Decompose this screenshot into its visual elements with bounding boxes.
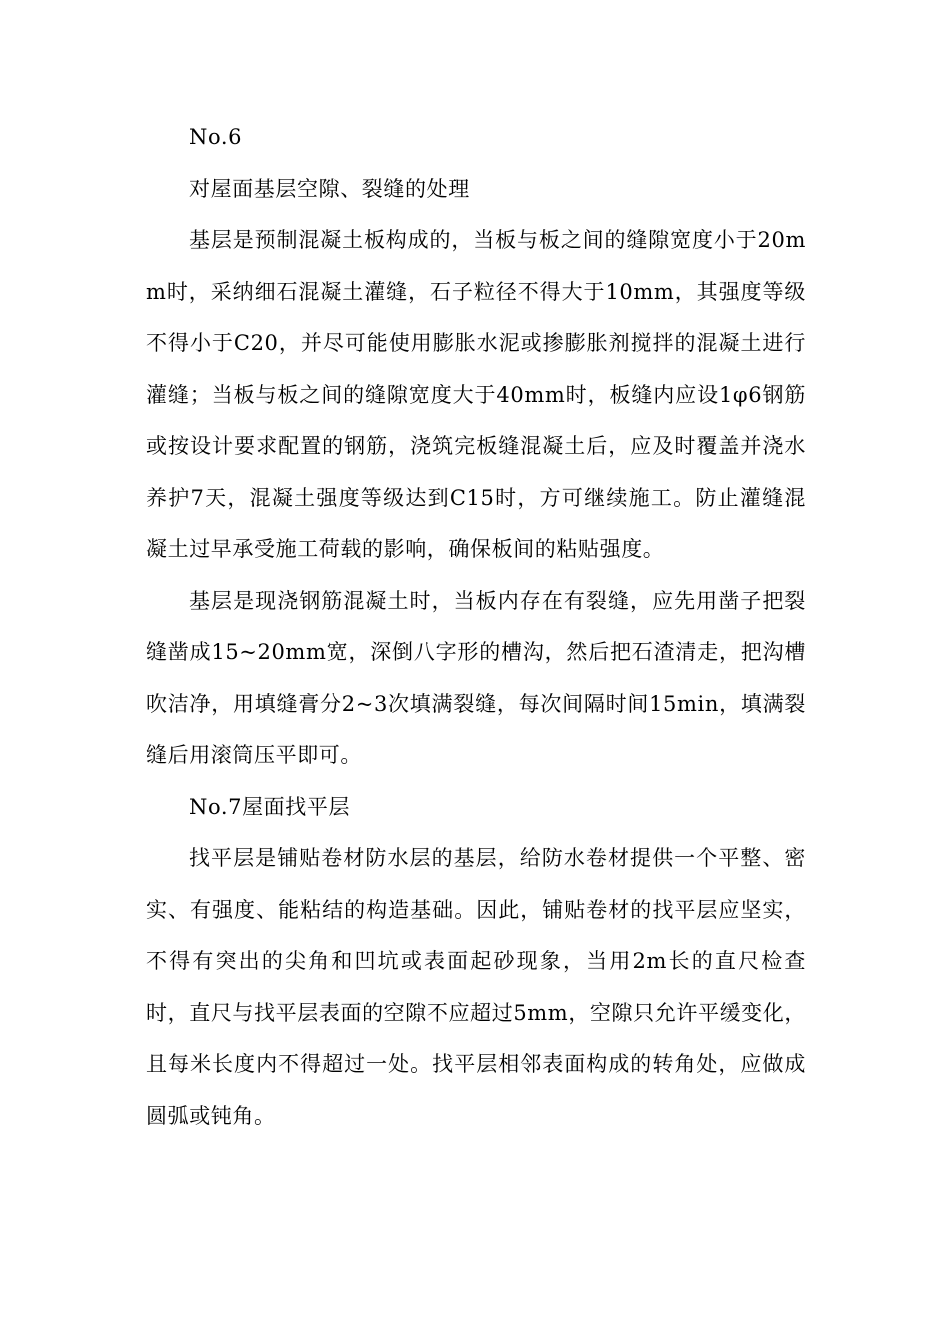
section-heading-leveling-layer: No.7屋面找平层	[189, 794, 351, 819]
paragraph-leveling-layer: 找平层是铺贴卷材防水层的基层，给防水卷材提供一个平整、密实、有强度、能粘结的构造基础。因此，铺贴卷材的找平层应坚实，不得有突出的尖角和凹坑或表面起砂现象，当用2m长的直尺检查时，直尺与找平层表面的空隙不应超过5mm，空隙只允许平缓变化，且每米长度内不得超过一处。找平层相邻表面构成的转角处，应做成圆弧或钝角。	[146, 846, 806, 1128]
paragraph-cast-in-place-cracks: 基层是现浇钢筋混凝土时，当板内存在有裂缝，应先用凿子把裂缝凿成15~20mm宽，深倒八字形的槽沟，然后把石渣清走，把沟槽吹洁净，用填缝膏分2~3次填满裂缝，每次间隔时间15min，填满裂缝后用滚筒压平即可。	[146, 588, 806, 767]
section-number-6: No.6	[189, 125, 243, 149]
paragraph-precast-slab-joints: 基层是预制混凝土板构成的，当板与板之间的缝隙宽度小于20mm时，采纳细石混凝土灌缝，石子粒径不得大于10mm，其强度等级不得小于C20，并尽可能使用膨胀水泥或掺膨胀剂搅拌的混凝土进行灌缝；当板与板之间的缝隙宽度大于40mm时，板缝内应设1φ6钢筋或按设计要求配置的钢筋，浇筑完板缝混凝土后，应及时覆盖并浇水养护7天，混凝土强度等级达到C15时，方可继续施工。防止灌缝混凝土过早承受施工荷载的影响，确保板间的粘贴强度。	[146, 228, 806, 561]
section-heading-gap-crack-treatment: 对屋面基层空隙、裂缝的处理	[189, 176, 470, 201]
document-body	[146, 112, 806, 1142]
